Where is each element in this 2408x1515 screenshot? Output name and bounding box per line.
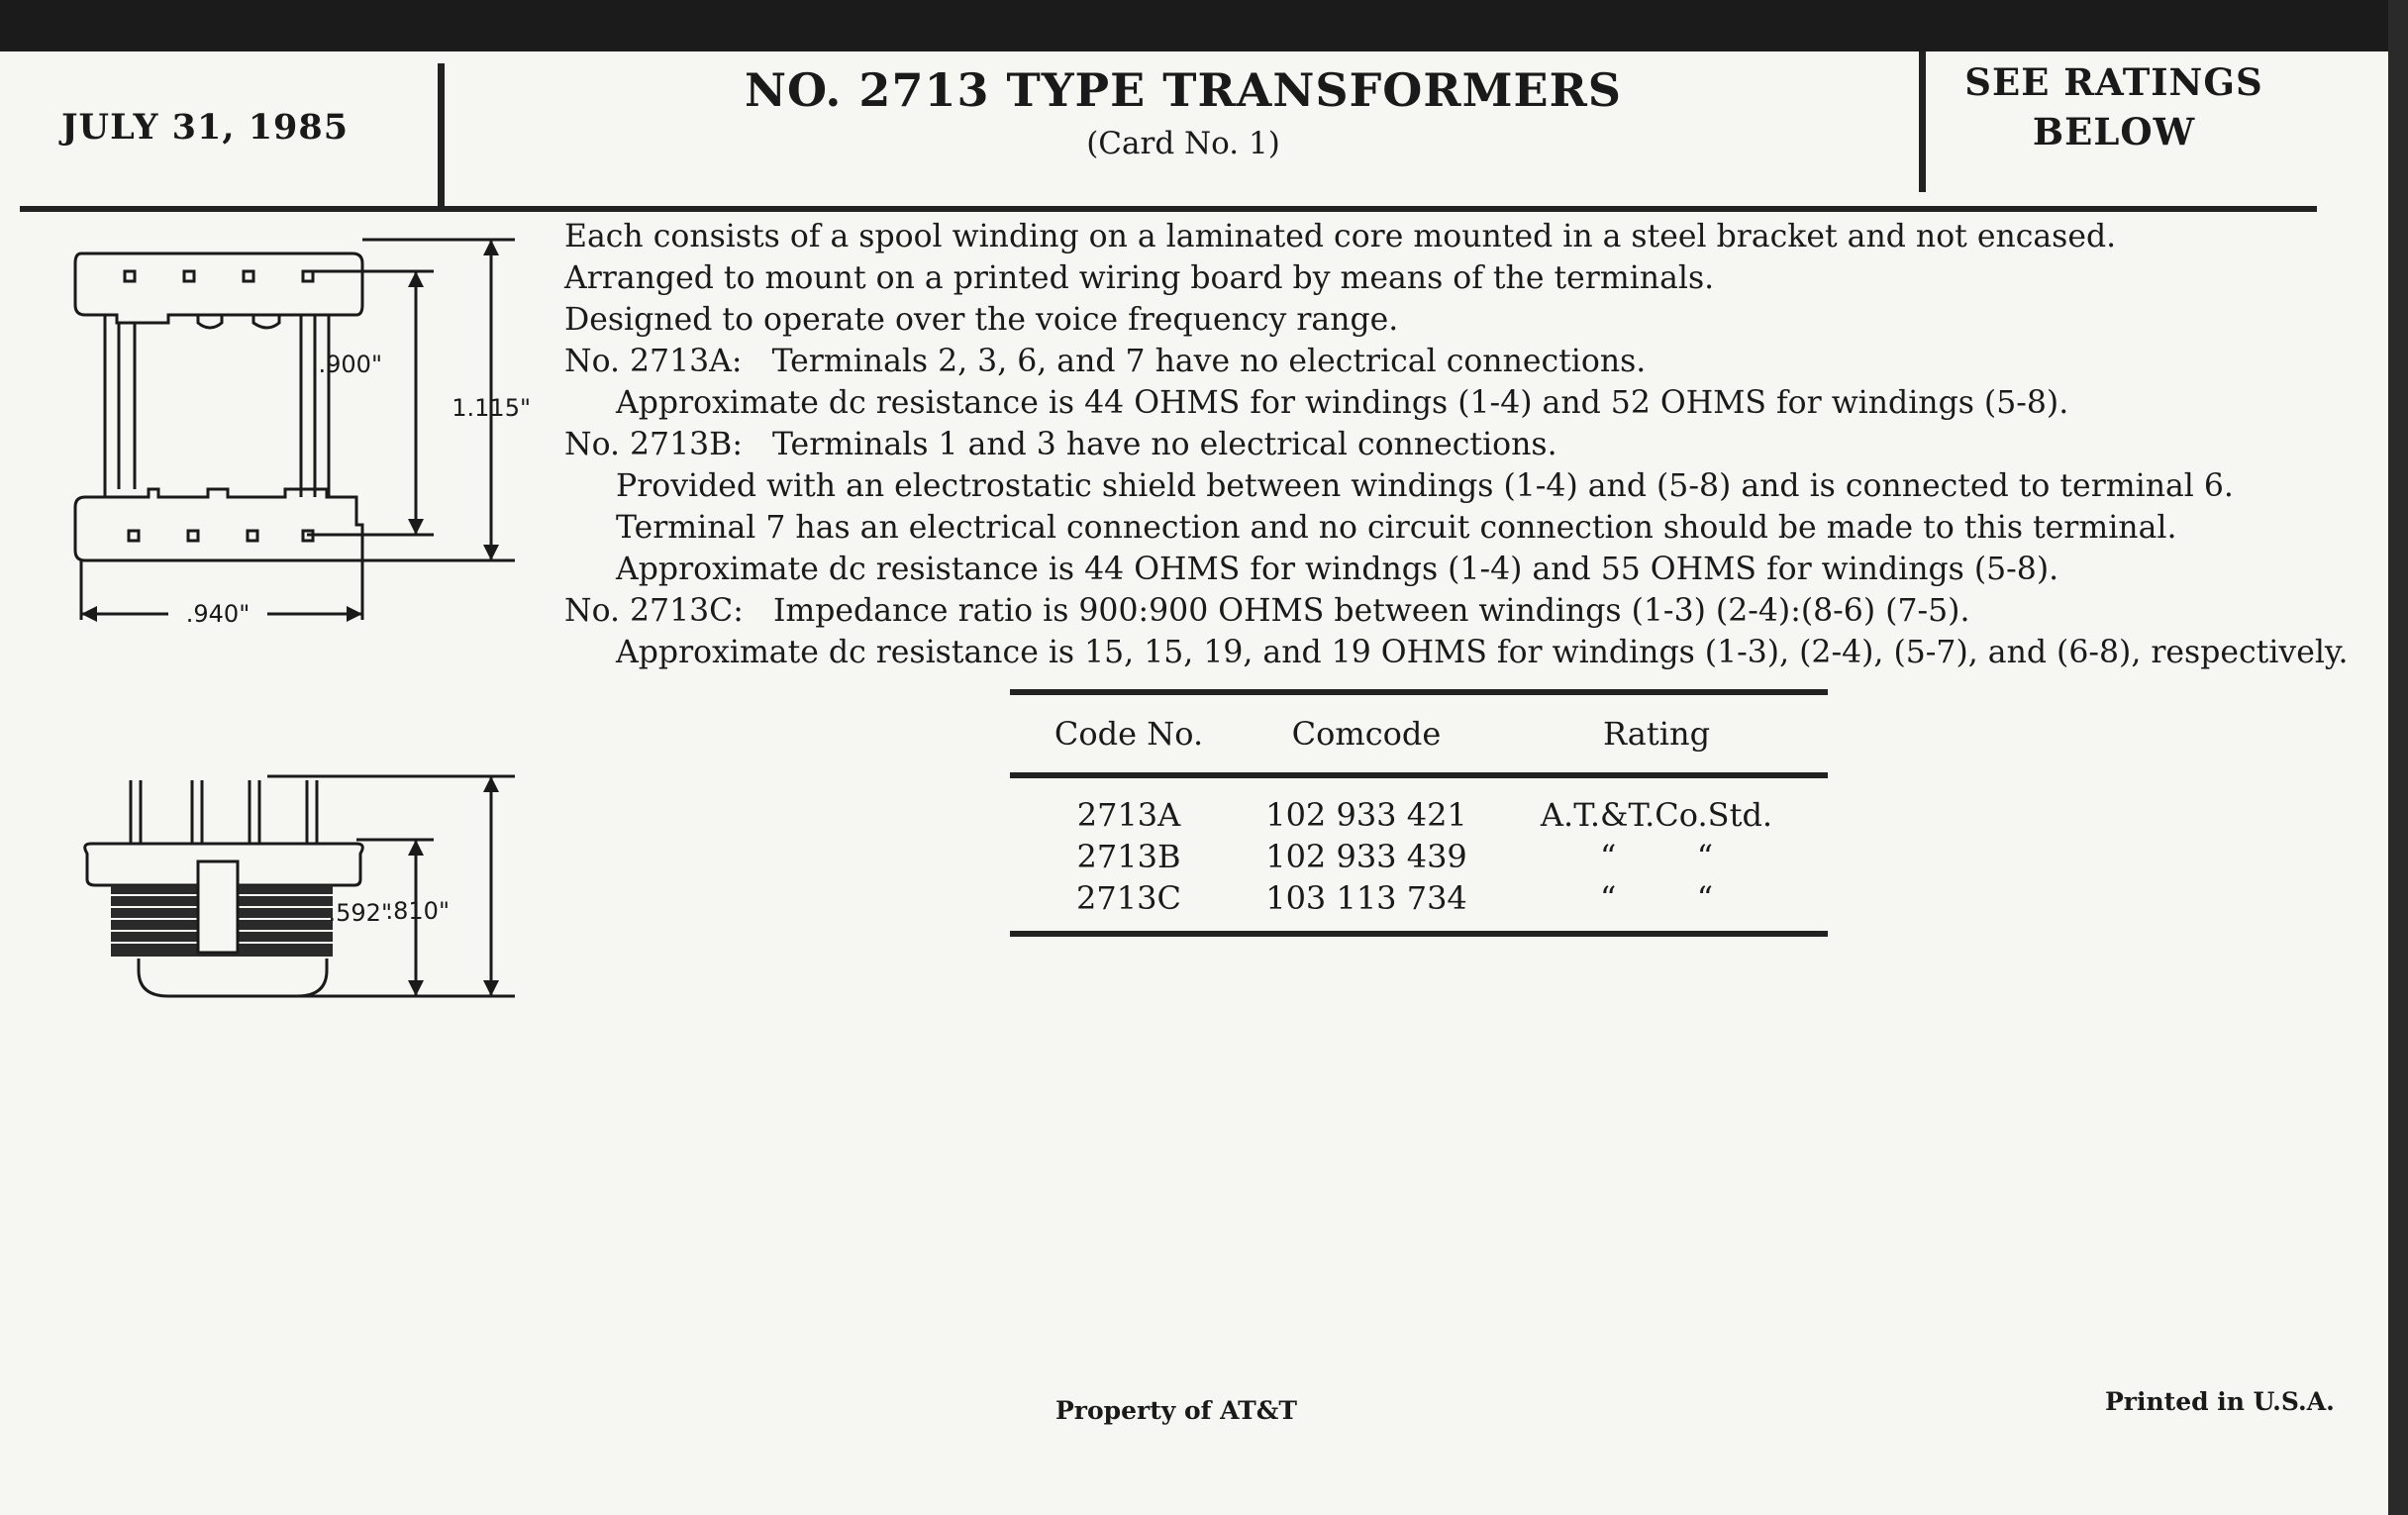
type-label: No. 2713A:: [564, 344, 743, 379]
cell-code: 2713C: [1076, 879, 1181, 917]
cell-comcode: 102 933 421: [1265, 796, 1467, 834]
header-divider-right: [1919, 51, 1926, 192]
header-rule: [20, 206, 2317, 212]
type-text: Terminals 1 and 3 have no electrical connections.: [771, 427, 1557, 462]
type-detail: Approximate dc resistance is 44 OHMS for windngs (1-4) and 55 OHMS for windings (5-8).: [616, 552, 2059, 587]
type-2713a-line: [564, 341, 2357, 382]
col-header-comcode: Comcode: [1291, 715, 1442, 753]
cell-code: 2713A: [1076, 796, 1181, 834]
type-label: No. 2713C:: [564, 593, 744, 629]
footer-printed: Printed in U.S.A.: [2105, 1387, 2335, 1416]
cell-rating: “ “: [1599, 879, 1714, 917]
table-row: [1010, 836, 1828, 877]
ratings-table: [1010, 689, 1828, 937]
ratings-note: [1931, 57, 2297, 156]
side-view-drawing: [59, 762, 574, 1010]
type-label: No. 2713B:: [564, 427, 743, 462]
table-row: [1010, 794, 1828, 836]
card-date: JULY 31, 1985: [61, 107, 350, 148]
col-header-code: Code No.: [1054, 715, 1204, 753]
type-text: Terminals 2, 3, 6, and 7 have no electrical connections.: [771, 344, 1647, 379]
scan-top-edge: [0, 0, 2408, 51]
type-detail: Provided with an electrostatic shield between windings (1-4) and (5-8) and is connected to terminal 6.: [616, 468, 2234, 504]
cell-comcode: 102 933 439: [1265, 838, 1467, 875]
ratings-note-line2: BELOW: [2032, 110, 2196, 153]
type-2713c-line: [564, 590, 2357, 632]
col-header-rating: Rating: [1602, 715, 1711, 753]
cell-comcode: 103 113 734: [1265, 879, 1467, 917]
dim-width: .940": [185, 600, 251, 628]
ratings-note-line1: SEE RATINGS: [1964, 60, 2263, 104]
desc-line: Each consists of a spool winding on a laminated core mounted in a steel bracket and not encased.: [564, 219, 2117, 254]
header-divider-left: [438, 63, 445, 208]
dim-height-outer: 1.115": [452, 394, 531, 422]
scan-right-edge: [2388, 0, 2408, 1515]
table-body: [1010, 778, 1828, 931]
table-header-row: [1010, 695, 1828, 772]
top-view-drawing: [59, 228, 574, 644]
cell-rating: A.T.&T.Co.Std.: [1540, 796, 1773, 834]
cell-rating: “ “: [1599, 838, 1714, 875]
footer-property: Property of AT&T: [1055, 1396, 1297, 1425]
table-row: [1010, 877, 1828, 919]
dim-height-inner: .900": [318, 351, 382, 378]
cell-code: 2713B: [1076, 838, 1181, 875]
type-detail: Approximate dc resistance is 15, 15, 19, and 19 OHMS for windings (1-3), (2-4), (5-7), and (6-8), respectively.: [616, 635, 2349, 670]
table-bottom-rule: [1010, 931, 1828, 937]
type-detail: Terminal 7 has an electrical connection and no circuit connection should be made to this terminal.: [616, 510, 2177, 546]
desc-line: Arranged to mount on a printed wiring board by means of the terminals.: [564, 260, 1715, 296]
type-2713b-line: [564, 424, 2357, 465]
description: [564, 216, 2357, 673]
card-subtitle: (Card No. 1): [1086, 126, 1280, 161]
dim-side-height-inner: .592": [328, 899, 392, 927]
type-detail: Approximate dc resistance is 44 OHMS for windings (1-4) and 52 OHMS for windings (5-8).: [616, 385, 2069, 421]
card-title: NO. 2713 TYPE TRANSFORMERS: [744, 63, 1623, 117]
type-text: Impedance ratio is 900:900 OHMS between windings (1-3) (2-4):(8-6) (7-5).: [772, 593, 1970, 629]
desc-line: Designed to operate over the voice frequency range.: [564, 302, 1399, 338]
dim-side-height-outer: .810": [385, 897, 450, 925]
